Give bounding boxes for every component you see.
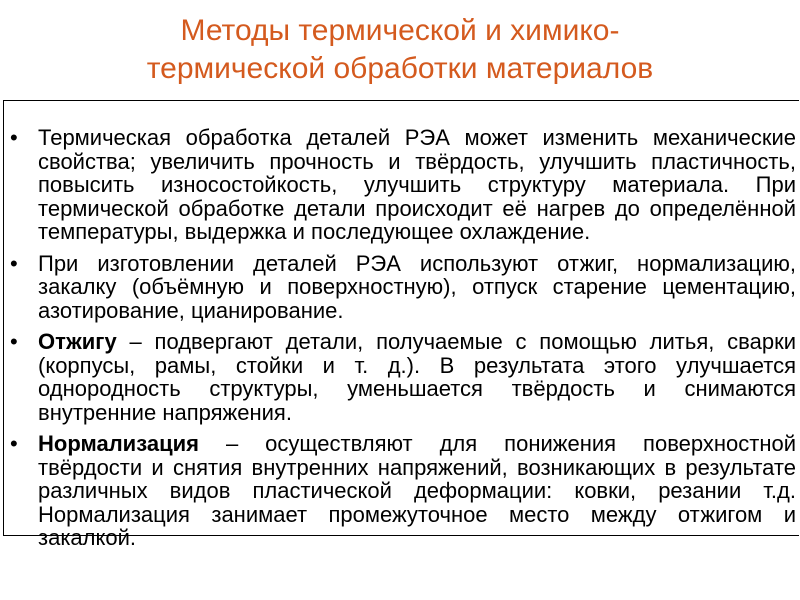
- bullet-icon: •: [10, 329, 18, 354]
- bullet-text: – осуществляют для понижения поверхностной твёрдости и снятия внутренних напряжений, возникающих в результате различных видов пластической деформации: ковки, резании т.д. Нормализация занимает промежуточное место между отжигом и закалкой.: [38, 431, 796, 550]
- bullet-text: Термическая обработка деталей РЭА может изменить механические свойства; увеличить прочность и твёрдость, улучшить пластичность, повысить износостойкость, улучшить структуру материала. При термической обработке детали происходит её нагрев до определённой температуры, выдержка и последующее охлаждение.: [38, 125, 796, 244]
- bullet-icon: •: [10, 431, 18, 456]
- bullet-text: – подвергают детали, получаемые с помощью литья, сварки (корпусы, рамы, стойки и т. д.). В результата этого улучшается однородность структуры, уменьшается твёрдость и снимаются внутренние напряжения.: [38, 329, 796, 425]
- bullet-item-methods: [0, 252, 800, 323]
- bullet-icon: •: [10, 125, 18, 150]
- slide-title-line-1: Методы термической и химико-: [180, 14, 620, 47]
- bullet-term: Отжигу: [38, 329, 117, 354]
- bullet-item-annealing: [0, 330, 800, 424]
- bullet-text: При изготовлении деталей РЭА используют отжиг, нормализацию, закалку (объёмную и поверхностную), отпуск старение цементацию, азотирование, цианирование.: [38, 250, 796, 323]
- bullet-item-heat-treatment: [0, 126, 800, 244]
- slide-title: [0, 12, 800, 88]
- slide-title-line-2: термической обработки материалов: [146, 52, 654, 85]
- bullet-term: Нормализация: [38, 431, 199, 456]
- bullet-icon: •: [10, 250, 18, 276]
- bullet-item-normalization: [0, 432, 800, 550]
- bullet-list: [0, 126, 800, 558]
